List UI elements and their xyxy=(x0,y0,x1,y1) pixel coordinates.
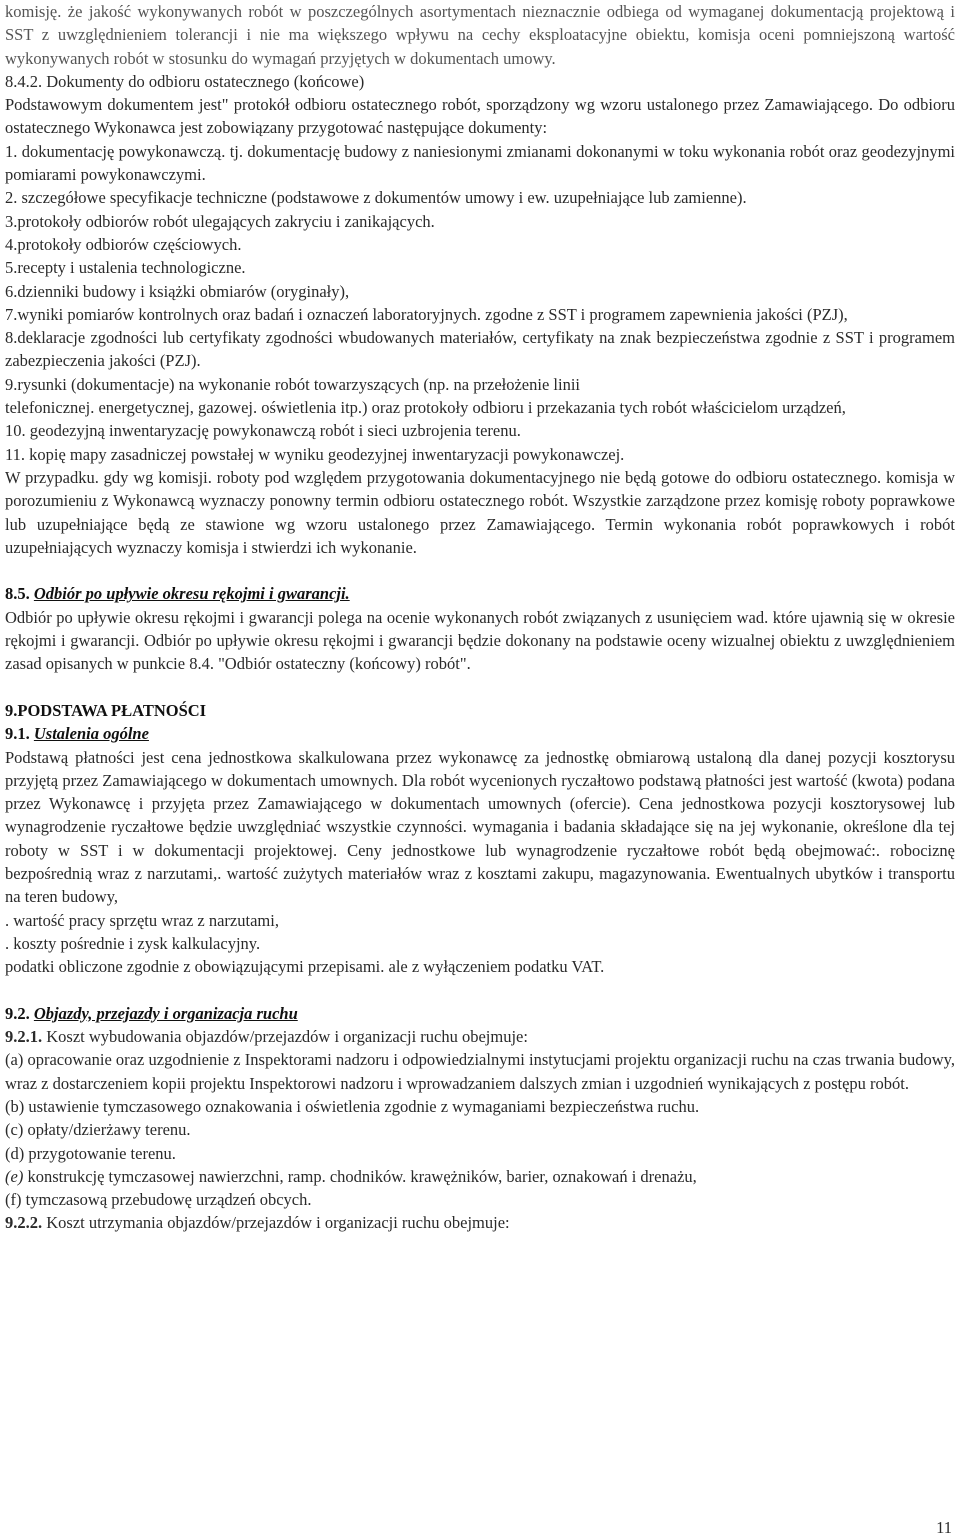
paragraph: . wartość pracy sprzętu wraz z narzutami, xyxy=(5,910,279,930)
numbered-paragraph xyxy=(5,1211,955,1234)
paragraph: 2. szczegółowe specyfikacje techniczne (podstawowe z dokumentów umowy i ew. uzupełniające lub zamienne). xyxy=(5,188,747,208)
paragraph-text: Koszt utrzymania objazdów/przejazdów i organizacji ruchu obejmuje: xyxy=(42,1213,510,1233)
numbered-paragraph xyxy=(5,1165,955,1188)
section-heading-text: Objazdy, przejazdy i organizacja ruchu xyxy=(33,1003,298,1023)
paragraph: 1. dokumentację powykonawczą. tj. dokumentację budowy z naniesionymi zmianami dokonanymi w toku wykonania robót oraz geodezyjnymi pomiarami powykonawczymi. xyxy=(5,141,955,185)
document-page xyxy=(5,0,955,1235)
section-heading-text: Odbiór po upływie okresu rękojmi i gwarancji. xyxy=(33,584,350,604)
section-heading-number: 9.2. xyxy=(5,1003,30,1023)
paragraph: . koszty pośrednie i zysk kalkulacyjny. xyxy=(5,933,261,953)
paragraph-text: konstrukcję tymczasowej nawierzchni, ramp. chodników. krawężników, barier, oznakowań i drenażu, xyxy=(23,1166,697,1186)
paragraph-gap xyxy=(5,676,955,699)
paragraph: (b) ustawienie tymczasowego oznakowania i oświetlenia zgodnie z wymaganiami bezpieczeństwa ruchu. xyxy=(5,1096,700,1116)
paragraph: 9.rysunki (dokumentacje) na wykonanie robót towarzyszących (np. na przełożenie linii xyxy=(5,374,581,394)
paragraph: 3.protokoły odbiorów robót ulegających zakryciu i zanikających. xyxy=(5,211,435,231)
paragraph: W przypadku. gdy wg komisji. roboty pod względem przygotowania dokumentacyjnego nie będą gotowe do odbioru ostatecznego. komisja w porozumieniu z Wykonawcą wyznaczy ponowny termin odbioru ostatecznego robót. Wszystkie zarządzone przez komisję roboty poprawkowe lub uzupełniające będą ze stawione wg wzoru ustalonego przez Zamawiającego. Termin wykonania robót poprawkowych i robót uzupełniających wyznaczy komisja i stwierdzi ich wykonanie. xyxy=(5,467,955,557)
page-number: 11 xyxy=(936,1518,952,1537)
section-heading xyxy=(5,1002,955,1025)
paragraph-gap xyxy=(5,978,955,1001)
paragraph: komisję. że jakość wykonywanych robót w poszczególnych asortymentach nieznacznie odbiega od wymaganej dokumentacją projektową i SST z uwzględnieniem tolerancji i nie ma większego wpływu na cechy eksploatacyjne obiektu, komisja oceni pomniejszoną wartość wykonywanych robót w stosunku do wymagań przyjętych w dokumentach umowy. xyxy=(5,2,955,68)
section-heading-number: 8.5. xyxy=(5,584,30,604)
paragraph: 4.protokoły odbiorów częściowych. xyxy=(5,234,242,254)
paragraph: Podstawowym dokumentem jest" protokół odbioru ostatecznego robót, sporządzony wg wzoru ustalonego przez Zamawiającego. Do odbioru ostatecznego Wykonawca jest zobowiązany przygotować następujące dokumenty: xyxy=(5,95,955,138)
section-heading-text: Ustalenia ogólne xyxy=(33,724,149,744)
chapter-heading: 9.PODSTAWA PŁATNOŚCI xyxy=(5,700,207,720)
section-heading xyxy=(5,582,955,605)
section-heading-number: 9.1. xyxy=(5,724,30,744)
paragraph-number: 9.2.1. xyxy=(5,1027,43,1047)
paragraph: podatki obliczone zgodnie z obowiązującymi przepisami. ale z wyłączeniem podatku VAT. xyxy=(5,957,605,977)
paragraph-gap xyxy=(5,559,955,582)
paragraph: 11. kopię mapy zasadniczej powstałej w wyniku geodezyjnej inwentaryzacji powykonawczej. xyxy=(5,444,625,464)
paragraph: telefonicznej. energetycznej, gazowej. oświetlenia itp.) oraz protokoły odbioru i przekazania tych robót właścicielom urządzeń, xyxy=(5,398,846,418)
numbered-paragraph xyxy=(5,1025,955,1048)
paragraph: (a) opracowanie oraz uzgodnienie z Inspektorami nadzoru i odpowiedzialnymi instytucjami projektu organizacji ruchu na czas trwania budowy, wraz z dostarczeniem kopii projektu Inspektorowi nadzoru i wprowadzaniem dalszych zmian i uzgodnień wynikających z postępu robót. xyxy=(5,1050,955,1093)
paragraph: 8.4.2. Dokumenty do odbioru ostatecznego (końcowe) xyxy=(5,71,365,91)
paragraph: 8.deklaracje zgodności lub certyfikaty zgodności wbudowanych materiałów, certyfikaty na znak bezpieczeństwa zgodnie z SST i programem zabezpieczenia jakości (PZJ). xyxy=(5,328,955,371)
paragraph: 10. geodezyjną inwentaryzację powykonawczą robót i sieci uzbrojenia terenu. xyxy=(5,421,521,441)
paragraph-number: (e) xyxy=(5,1166,24,1186)
paragraph-text: Koszt wybudowania objazdów/przejazdów i organizacji ruchu obejmuje: xyxy=(42,1027,528,1047)
paragraph: 7.wyniki pomiarów kontrolnych oraz badań i oznaczeń laboratoryjnych. zgodne z SST i programem zapewnienia jakości (PZJ), xyxy=(5,304,848,324)
paragraph-number: 9.2.2. xyxy=(5,1213,43,1233)
paragraph: 6.dzienniki budowy i książki obmiarów (oryginały), xyxy=(5,281,350,301)
paragraph: (c) opłaty/dzierżawy terenu. xyxy=(5,1120,191,1140)
section-heading xyxy=(5,722,955,745)
paragraph: (d) przygotowanie terenu. xyxy=(5,1143,176,1163)
paragraph: Podstawą płatności jest cena jednostkowa skalkulowana przez wykonawcę za jednostkę obmiarową ustaloną dla danej pozycji kosztorysu przyjętą przez Zamawiającego w dokumentach umownych. Dla robót wycenionych ryczałtowo podstawą płatności jest wartość (kwota) podana przez Wykonawcę i przyjęta przez Zamawiającego w dokumentach umownych (ofercie). Cena jednostkowa pozycji kosztorysowej lub wynagrodzenie ryczałtowe będzie uwzględniać wszystkie czynności. wymagania i badania składające się na jej wykonanie, określone dla tej roboty w SST i w dokumentacji projektowej. Ceny jednostkowe lub wynagrodzenie ryczałtowe robót będą obejmować:. robociznę bezpośrednią wraz z narzutami,. wartość zużytych materiałów wraz z kosztami zakupu, magazynowania. Ewentualnych ubytków i transportu na teren budowy, xyxy=(5,747,955,907)
paragraph: Odbiór po upływie okresu rękojmi i gwarancji polega na ocenie wykonanych robót związanych z usunięciem wad. które ujawnią się w okresie rękojmi i gwarancji. Odbiór po upływie okresu rękojmi i gwarancji będzie dokonany na podstawie oceny wizualnej obiektu z uwzględnieniem zasad opisanych w punkcie 8.4. "Odbiór ostateczny (końcowy) robót". xyxy=(5,607,955,674)
paragraph: (f) tymczasową przebudowę urządzeń obcych. xyxy=(5,1190,312,1210)
paragraph: 5.recepty i ustalenia technologiczne. xyxy=(5,258,246,278)
